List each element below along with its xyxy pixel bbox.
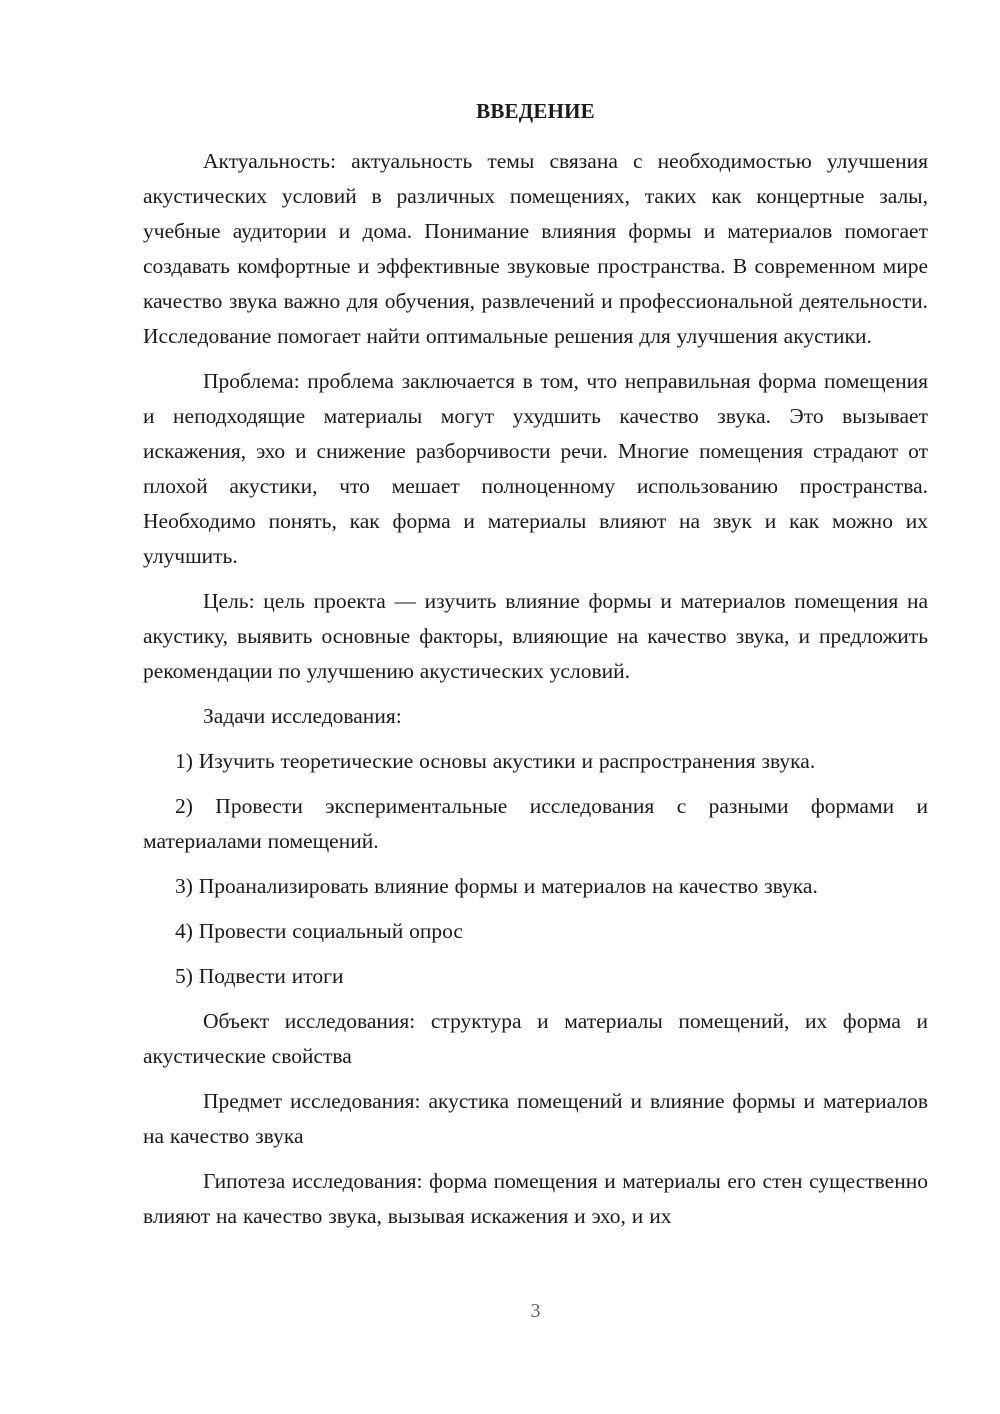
body-text: [143, 144, 928, 1234]
task-list-item: 5) Подвести итоги: [175, 964, 344, 988]
page-title: ВВЕДЕНИЕ: [476, 99, 595, 123]
task-list-item: 2) Провести экспериментальные исследования с разными формами и материалами помещений.: [143, 794, 928, 853]
task-list-item: 1) Изучить теоретические основы акустики и распространения звука.: [175, 749, 816, 773]
page-number: 3: [530, 1300, 541, 1322]
paragraph-object: Объект исследования: структура и материалы помещений, их форма и акустические свойства: [143, 1009, 928, 1068]
task-list-item: 3) Проанализировать влияние формы и материалов на качество звука.: [175, 874, 818, 898]
task-list-item: 4) Провести социальный опрос: [175, 919, 463, 943]
paragraph-tasks-heading: Задачи исследования:: [203, 704, 402, 728]
paragraph-relevance: Актуальность: актуальность темы связана с необходимостью улучшения акустических условий в различных помещениях, таких как концертные залы, учебные аудитории и дома. Понимание влияния формы и материалов помогает создавать комфортные и эффективные звуковые пространства. В современном мире качество звука важно для обучения, развлечений и профессиональной деятельности. Исследование помогает найти оптимальные решения для улучшения акустики.: [143, 149, 928, 348]
paragraph-problem: Проблема: проблема заключается в том, что неправильная форма помещения и неподходящие материалы могут ухудшить качество звука. Это вызывает искажения, эхо и снижение разборчивости речи. Многие помещения страдают от плохой акустики, что мешает полноценному использованию пространства. Необходимо понять, как форма и материалы влияют на звук и как можно их улучшить.: [143, 369, 928, 568]
paragraph-subject: Предмет исследования: акустика помещений и влияние формы и материалов на качество звука: [143, 1089, 928, 1148]
document-page: [143, 0, 928, 1414]
paragraph-goal: Цель: цель проекта — изучить влияние формы и материалов помещения на акустику, выявить основные факторы, влияющие на качество звука, и предложить рекомендации по улучшению акустических условий.: [143, 589, 928, 683]
paragraph-hypothesis: Гипотеза исследования: форма помещения и материалы его стен существенно влияют на качество звука, вызывая искажения и эхо, и их: [143, 1169, 928, 1228]
